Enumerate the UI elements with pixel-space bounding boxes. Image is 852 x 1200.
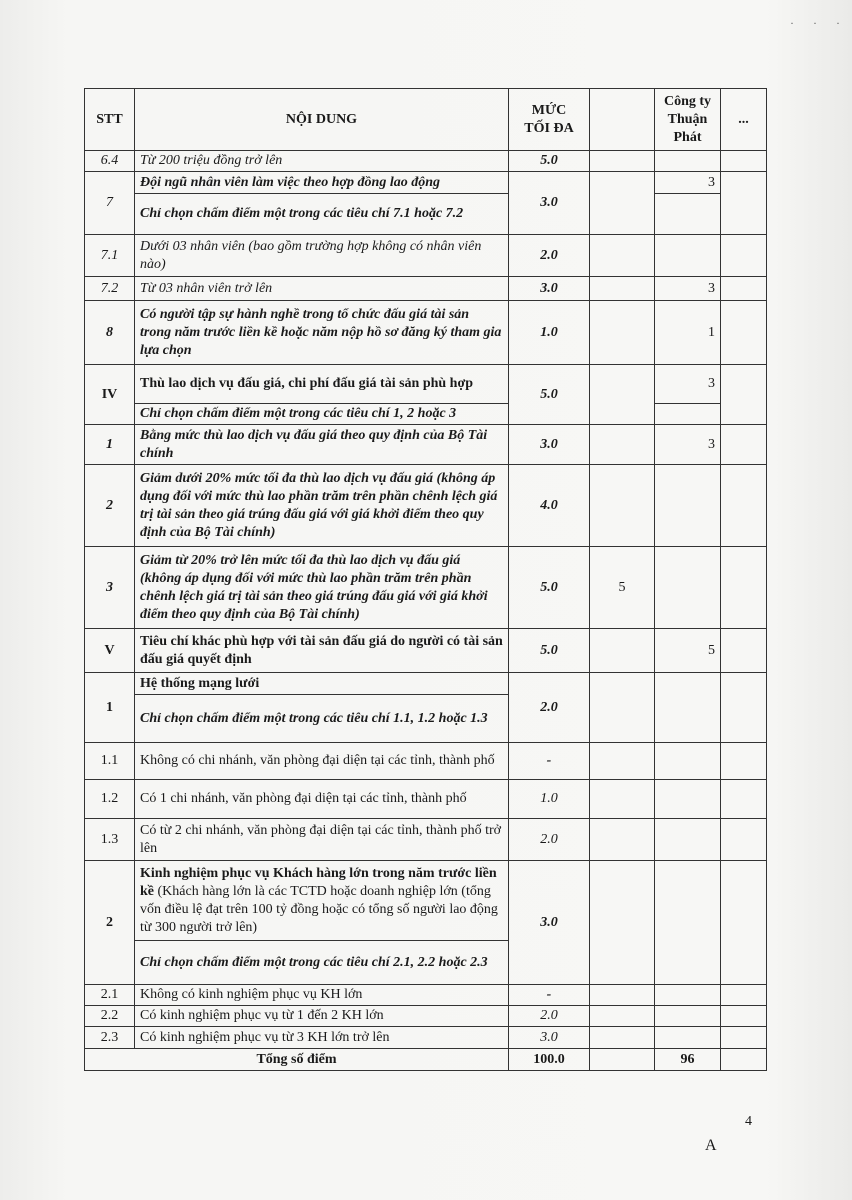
row-max: 2.0 [509,673,590,743]
row-more [721,301,767,365]
row-content: Đội ngũ nhân viên làm việc theo hợp đồng lao động [135,172,509,194]
row-content: Chỉ chọn chấm điểm một trong các tiêu chí 1.1, 1.2 hoặc 1.3 [135,695,509,743]
row-blank [590,819,655,861]
row-score [655,861,721,985]
row-blank [590,861,655,985]
row-score [655,235,721,277]
row-max: 3.0 [509,1027,590,1049]
row-stt: 2.3 [85,1027,135,1049]
row-score [655,780,721,819]
row-content: Có kinh nghiệm phục vụ từ 1 đến 2 KH lớn [135,1006,509,1027]
row-content: Bằng mức thù lao dịch vụ đấu giá theo quy định của Bộ Tài chính [135,425,509,465]
row-max: 2.0 [509,235,590,277]
row-stt: 8 [85,301,135,365]
row-score [655,151,721,172]
row-stt: 1.1 [85,743,135,780]
row-stt: 2 [85,465,135,547]
row-blank [590,151,655,172]
header-company-line1: Công ty [663,93,712,109]
table-row [85,819,767,861]
row-blank [590,425,655,465]
row-content: Tiêu chí khác phù hợp với tài sản đấu giá do người có tài sản đấu giá quyết định [135,629,509,673]
row-blank [590,365,655,425]
row-max: 1.0 [509,780,590,819]
row-content: Hệ thống mạng lưới [135,673,509,695]
row-content: Chỉ chọn chấm điểm một trong các tiêu chí 2.1, 2.2 hoặc 2.3 [135,941,509,985]
row-more [721,861,767,985]
row-blank [590,301,655,365]
header-company-line2: Thuận [667,111,708,127]
row-content-bold: Kinh nghiệm phục vụ Khách hàng lớn trong năm trước liền kề [140,865,497,899]
row-stt: 2.2 [85,1006,135,1027]
row-max: 5.0 [509,629,590,673]
row-more [721,629,767,673]
total-max: 100.0 [509,1049,590,1071]
row-stt: IV [85,365,135,425]
row-max: 5.0 [509,365,590,425]
table-row [85,235,767,277]
header-content: NỘI DUNG [135,89,509,151]
header-company-line3: Phát [673,129,702,145]
row-score: 3 [655,277,721,301]
row-more [721,985,767,1006]
row-content [135,861,509,941]
total-score: 96 [655,1049,721,1071]
row-blank [590,465,655,547]
row-blank [655,547,721,629]
row-content: Có kinh nghiệm phục vụ từ 3 KH lớn trở lên [135,1027,509,1049]
header-company [655,89,721,151]
table-header-row [85,89,767,151]
row-blank [590,673,655,743]
row-score: 3 [655,172,721,194]
row-max: 3.0 [509,425,590,465]
table-row [85,404,767,425]
row-stt: 1.3 [85,819,135,861]
row-content: Không có kinh nghiệm phục vụ KH lớn [135,985,509,1006]
table-row [85,194,767,235]
header-max [509,89,590,151]
table-row [85,673,767,695]
row-score: 1 [655,301,721,365]
row-more [721,673,767,743]
row-content: Có người tập sự hành nghề trong tổ chức đấu giá tài sản trong năm trước liền kề hoặc năm nộp hồ sơ đăng ký tham gia lựa chọn [135,301,509,365]
row-score [655,1006,721,1027]
header-max-line1: MỨC [531,102,567,118]
table-row [85,365,767,404]
row-content: Từ 200 triệu đồng trở lên [135,151,509,172]
table-row [85,301,767,365]
row-max: 5.0 [509,151,590,172]
handwritten-initial: A [705,1137,717,1154]
row-score [655,819,721,861]
row-content: Chỉ chọn chấm điểm một trong các tiêu chí 1, 2 hoặc 3 [135,404,509,425]
row-blank [590,780,655,819]
row-score: 3 [655,425,721,465]
row-stt: 1 [85,425,135,465]
row-max: 1.0 [509,301,590,365]
row-more [721,780,767,819]
corner-marks: · · · [790,16,848,30]
header-stt: STT [85,89,135,151]
table-row [85,985,767,1006]
row-content: Giảm dưới 20% mức tối đa thù lao dịch vụ đấu giá (không áp dụng đối với mức thù lao phần trăm trên phần chênh lệch giá trị tài sản theo giá trúng đấu giá với giá khởi điểm theo quy định của Bộ Tài chính) [135,465,509,547]
table-row [85,1006,767,1027]
row-more [721,277,767,301]
row-max: 2.0 [509,1006,590,1027]
row-stt: 7.1 [85,235,135,277]
total-label: Tổng số điểm [85,1049,509,1071]
row-blank [590,235,655,277]
row-max: - [509,985,590,1006]
page-number: 4 [745,1114,752,1129]
row-score [655,404,721,425]
row-score: 5 [590,547,655,629]
row-content: Không có chi nhánh, văn phòng đại diện tại các tỉnh, thành phố [135,743,509,780]
row-score [655,1027,721,1049]
row-score: 5 [655,629,721,673]
row-score [655,673,721,743]
row-blank [590,277,655,301]
row-stt: 1 [85,673,135,743]
header-more: ... [721,89,767,151]
header-blank [590,89,655,151]
row-max: 2.0 [509,819,590,861]
row-content: Dưới 03 nhân viên (bao gồm trường hợp không có nhân viên nào) [135,235,509,277]
row-score [655,465,721,547]
row-more [721,172,767,235]
row-content: Có từ 2 chi nhánh, văn phòng đại diện tại các tỉnh, thành phố trở lên [135,819,509,861]
row-more [721,1027,767,1049]
row-content-rest: (Khách hàng lớn là các TCTD hoặc doanh nghiệp lớn (tổng vốn điều lệ đạt trên 100 tỷ đồng hoặc có tổng số người lao động từ 300 người trở lên) [140,883,498,935]
row-stt: 7.2 [85,277,135,301]
table-row [85,425,767,465]
row-blank [590,1006,655,1027]
table-row [85,629,767,673]
row-score [655,743,721,780]
row-stt: 2 [85,861,135,985]
table-row [85,547,767,629]
row-blank [590,985,655,1006]
row-more [721,235,767,277]
row-stt: 2.1 [85,985,135,1006]
table-row [85,861,767,941]
table-row [85,151,767,172]
row-more [721,465,767,547]
scoring-table [84,88,767,1071]
row-more [721,151,767,172]
row-score: 3 [655,365,721,404]
row-more [721,547,767,629]
row-stt: 3 [85,547,135,629]
row-content: Thù lao dịch vụ đấu giá, chi phí đấu giá tài sản phù hợp [135,365,509,404]
row-more [721,743,767,780]
row-blank [590,1027,655,1049]
row-stt: V [85,629,135,673]
row-content: Giảm từ 20% trở lên mức tối đa thù lao dịch vụ đấu giá (không áp dụng đối với mức thù lao phần trăm trên phần chênh lệch giá trị tài sản theo giá trúng đấu giá với giá khởi điểm theo quy định của Bộ Tài chính) [135,547,509,629]
row-more [721,819,767,861]
total-more [721,1049,767,1071]
row-score [655,194,721,235]
total-blank [590,1049,655,1071]
table-row [85,465,767,547]
total-row [85,1049,767,1071]
table-row [85,743,767,780]
row-max: 3.0 [509,172,590,235]
row-max: - [509,743,590,780]
row-score [655,985,721,1006]
row-content: Chỉ chọn chấm điểm một trong các tiêu chí 7.1 hoặc 7.2 [135,194,509,235]
row-more [721,425,767,465]
row-content: Có 1 chi nhánh, văn phòng đại diện tại các tỉnh, thành phố [135,780,509,819]
row-content: Từ 03 nhân viên trở lên [135,277,509,301]
table-row [85,1027,767,1049]
row-blank [590,743,655,780]
header-max-line2: TỐI ĐA [524,120,574,136]
row-blank [590,629,655,673]
table-row [85,780,767,819]
row-stt: 7 [85,172,135,235]
row-more [721,1006,767,1027]
table-row [85,172,767,194]
row-stt: 1.2 [85,780,135,819]
row-blank [590,172,655,235]
row-stt: 6.4 [85,151,135,172]
row-max: 3.0 [509,861,590,985]
table-row [85,277,767,301]
row-max: 3.0 [509,277,590,301]
row-more [721,365,767,425]
row-max: 5.0 [509,547,590,629]
row-max: 4.0 [509,465,590,547]
